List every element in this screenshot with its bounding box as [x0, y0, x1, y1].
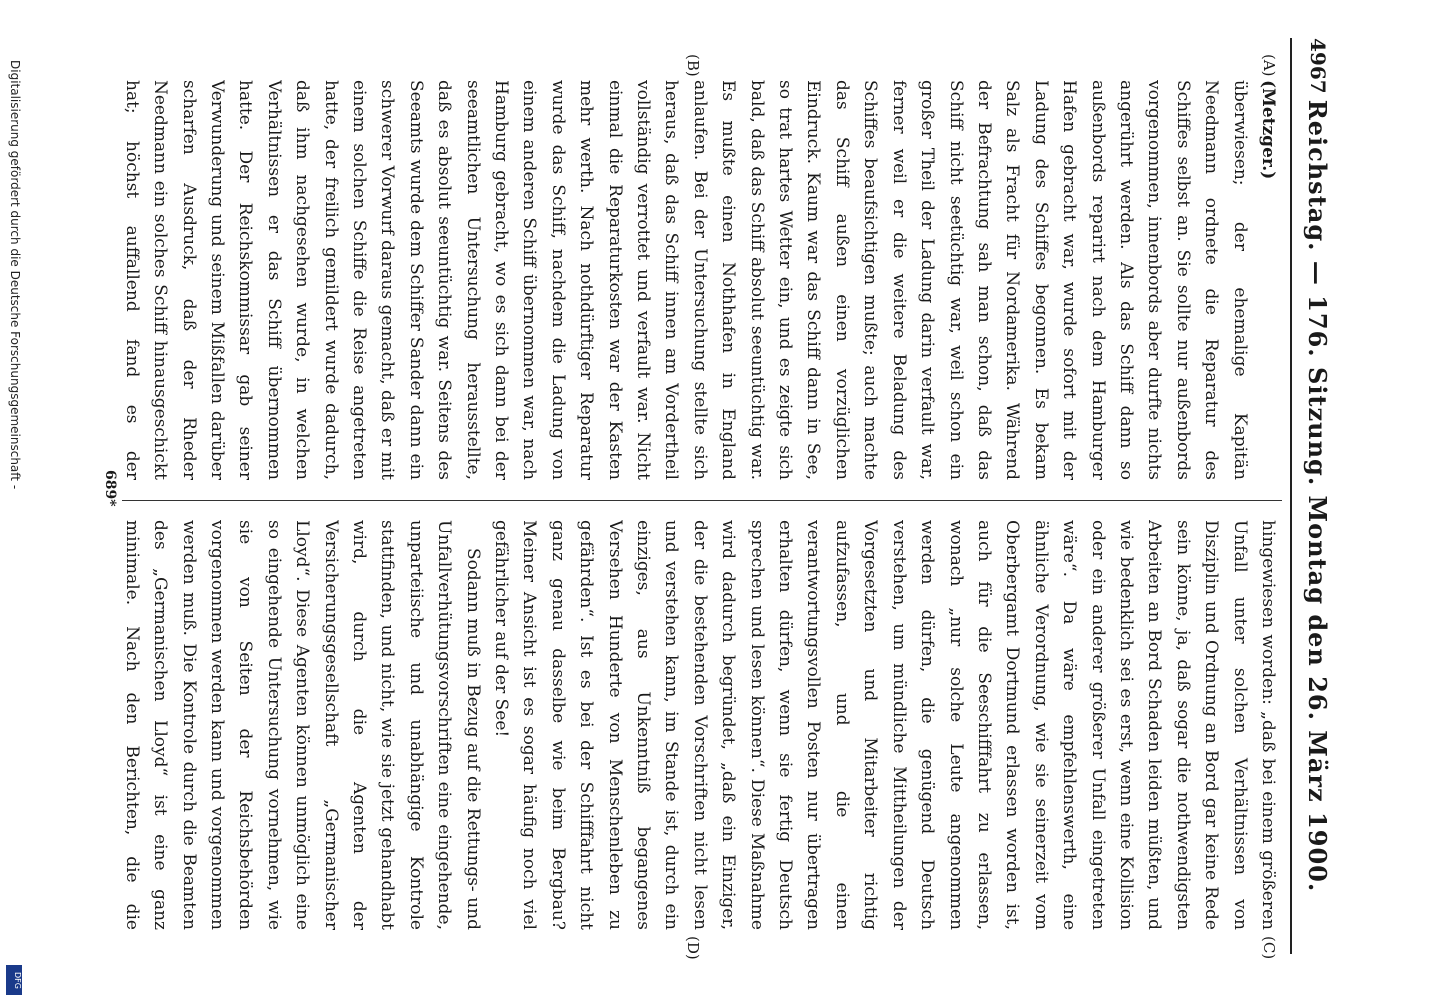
digitization-footer [4, 60, 26, 1000]
margin-marker-c: (C) [1260, 936, 1278, 960]
paragraph: hingewiesen worden: „daß bei einem größeren Unfall unter solchen Verhältnissen von Disziplin und Ordnung an Bord gar keine Rede sein könne, ja, daß sogar die nothwendigsten Arbeiten an Bord Schaden leiden müßten, und wie bedenklich sei es erst, wenn eine Kollision oder ein anderer größerer Unfall eingetreten wäre“. Da wäre empfehlenswerth, eine ähnliche Verordnung, wie sie seinerzeit vom Oberbergamt Dortmund erlassen worden ist, auch für die Seeschifffahrt zu erlassen, wonach „nur solche Leute angenommen werden dürfen, die genügend Deutsch verstehen, um mündliche Mittheilungen der Vorgesetzten und Mitarbeiter richtig aufzufassen, und die einen verantwortungsvollen Posten nur übertragen erhalten dürfen, wenn sie fertig Deutsch sprechen und lesen können“. Diese Maßnahme wird dadurch begründet, „daß ein Einziger, der die bestehenden Vorschriften nicht lesen und verstehen kann, im Stande ist, durch ein einziges, aus Unkenntniß begangenes Versehen Hunderte von Menschenleben zu gefährden“. Ist es bei der Schifffahrt nicht ganz genau dasselbe wie beim Bergbau? Meiner Ansicht ist es sogar häufig noch viel gefährlicher auf der See! [491, 520, 1278, 930]
header-rule [1290, 38, 1292, 954]
page-header [1296, 38, 1336, 954]
margin-marker-d: (D) [684, 936, 702, 960]
signature-mark: 689* [102, 470, 118, 507]
left-column [122, 80, 1282, 480]
right-column [122, 520, 1282, 930]
digitization-note: Digitalisierung gefördert durch die Deutsche Forschungsgemeinschaft - [8, 60, 22, 490]
running-title: Reichstag. — 176. Sitzung. Montag den 26. März 1900. [1303, 99, 1332, 893]
page-number: 4967 [1306, 38, 1330, 94]
paragraph: Sodann muß in Bezug auf die Rettungs- und Unfallverhütungsvorschriften eine eingehende, unparteiische und unabhängige Kontrole stattfinden, und nicht, wie sie jetzt gehandhabt wird, durch die Agenten der Versicherungsgesellschaft „Germanischer Lloyd“. Diese Agenten können unmöglich eine so eingehende Untersuchung vornehmen, wie sie von Seiten der Reichsbehörden vorgenommen werden kann und vorgenommen werden muß. Die Kontrole durch die Beamten des „Germanischen Lloyd“ ist eine ganz minimale. Nach den Berichten, die die [122, 520, 483, 930]
paragraph: überwiesen; der ehemalige Kapitän Needmann ordnete die Reparatur des Schiffes selbst an. Sie sollte nur außenbords vorgenommen, innenbords aber durfte nichts angerührt werden. Als das Schiff dann so außenbords reparirt nach dem Hamburger Hafen gebracht war, wurde sofort mit der Ladung des Schiffes begonnen. Es bekam Salz als Fracht für Nordamerika. Während der Befrachtung sah man schon, daß das Schiff nicht seetüchtig war, weil schon ein großer Theil der Ladung darin verfault war, ferner weil er die weitere Beladung des Schiffes beaufsichtigen mußte; auch machte das Schiff außen einen vorzüglichen Eindruck. Kaum war das Schiff dann in See, so trat hartes Wetter ein, und es zeigte sich bald, daß das Schiff absolut seeuntüchtig war. Es mußte einen Nothhafen in England anlaufen. Bei der Untersuchung stellte sich heraus, daß das Schiff innen am Vordertheil vollständig verrottet und verfault war. Nicht einmal die Reparaturkosten war der Kasten mehr werth. Nach nothdürftiger Reparatur wurde das Schiff, nachdem die Ladung von einem anderen Schiff übernommen war, nach Hamburg gebracht, wo es sich dann bei der seeamtlichen Untersuchung herausstellte, daß es absolut seeuntüchtig war. Seitens des Seeamts wurde dem Schiffer Sander dann ein schwerer Vorwurf daraus gemacht, daß er mit einem solchen Schiffe die Reise angetreten hatte, der freilich gemildert wurde dadurch, daß ihm nachgesehen wurde, in welchen Verhältnissen er das Schiff übernommen hatte. Der Reichskommissar gab seiner Verwunderung und seinem Mißfallen darüber scharfen Ausdruck, daß der Rheder Needmann ein solches Schiff hinausgeschickt hat; höchst auffallend fand es der [122, 80, 1250, 480]
column-divider [122, 500, 1282, 501]
dfg-logo: DFG [6, 965, 22, 995]
margin-marker-a: (A) [1260, 54, 1278, 77]
speaker-name: (Metzger.) [1258, 80, 1278, 180]
margin-marker-b: (B) [684, 54, 702, 77]
rotated-page [90, 0, 1350, 1000]
